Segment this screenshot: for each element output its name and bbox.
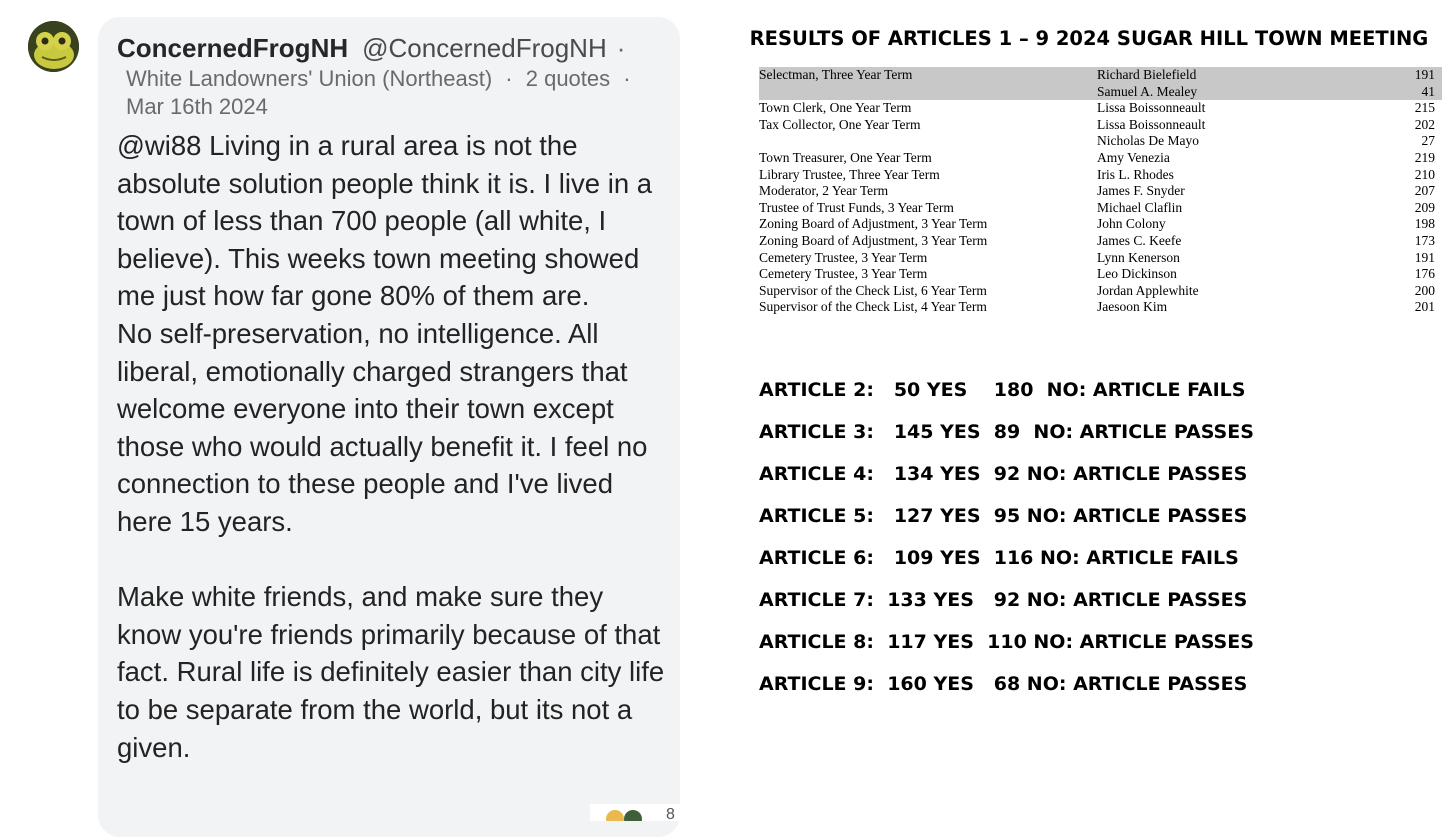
results-votes: 200 [1414, 282, 1435, 298]
results-votes: 219 [1414, 149, 1435, 165]
avatar[interactable] [28, 21, 79, 72]
results-office: Town Treasurer, One Year Term [759, 149, 932, 165]
meta-separator: · [505, 66, 513, 91]
results-office: Tax Collector, One Year Term [759, 116, 921, 132]
post-header [117, 31, 667, 121]
results-candidate: Lissa Boissonneault [1097, 116, 1206, 132]
results-office: Town Clerk, One Year Term [759, 100, 912, 116]
results-candidate: James C. Keefe [1097, 232, 1182, 248]
results-office: Cemetery Trustee, 3 Year Term [759, 249, 928, 265]
results-office: Trustee of Trust Funds, 3 Year Term [759, 199, 954, 215]
post-paragraph: No self-preservation, no intelligence. All liberal, emotionally charged strangers that welcome everyone into their town except those who would actually benefit it. I feel no connection to these people and I've lived here 15 years. [117, 317, 648, 537]
article-result-row: ARTICLE 4: 134 YES 92 NO: ARTICLE PASSES [759, 463, 1248, 485]
results-row [759, 150, 1442, 167]
results-row [759, 100, 1442, 117]
quotes-count[interactable]: 2 quotes [525, 66, 611, 91]
results-candidate: Lynn Kenerson [1097, 249, 1180, 265]
results-candidate: James F. Snyder [1097, 183, 1185, 199]
post-paragraph: @wi88 Living in a rural area is not the absolute solution people think it is. I live in a town of less than 700 people (all white, I believe). This weeks town meeting showed me just how far gone 80% of them are. [117, 130, 653, 312]
results-votes: 215 [1414, 100, 1435, 116]
results-row [759, 84, 1442, 101]
header-separator: · [616, 33, 626, 63]
results-votes: 207 [1414, 183, 1435, 199]
results-votes: 209 [1414, 199, 1435, 215]
article-result-row: ARTICLE 3: 145 YES 89 NO: ARTICLE PASSES [759, 421, 1254, 443]
results-votes: 202 [1414, 116, 1435, 132]
results-votes: 27 [1421, 133, 1435, 149]
results-votes: 191 [1414, 67, 1435, 82]
results-office: Zoning Board of Adjustment, 3 Year Term [759, 216, 988, 232]
results-row [759, 167, 1442, 184]
results-candidate: Lissa Boissonneault [1097, 100, 1206, 116]
results-votes: 201 [1414, 299, 1435, 315]
results-office: Moderator, 2 Year Term [759, 183, 889, 199]
reaction-bar[interactable] [590, 804, 680, 821]
results-candidate: Leo Dickinson [1097, 266, 1177, 282]
results-candidate: Nicholas De Mayo [1097, 133, 1199, 149]
results-row [759, 183, 1442, 200]
results-candidate: Amy Venezia [1097, 149, 1170, 165]
results-office: Supervisor of the Check List, 4 Year Term [759, 299, 987, 315]
results-candidate: Richard Bielefield [1097, 67, 1197, 82]
results-votes: 173 [1414, 232, 1435, 248]
results-office: Supervisor of the Check List, 6 Year Term [759, 282, 987, 298]
post-body [117, 127, 667, 766]
results-row [759, 216, 1442, 233]
document-title: RESULTS OF ARTICLES 1 – 9 2024 SUGAR HILL TOWN MEETING [749, 27, 1429, 50]
frog-avatar-icon [28, 21, 79, 72]
results-candidate: Iris L. Rhodes [1097, 166, 1174, 182]
article-result-row: ARTICLE 5: 127 YES 95 NO: ARTICLE PASSES [759, 505, 1248, 527]
author-display-name[interactable]: ConcernedFrogNH [117, 33, 349, 63]
reaction-count: 8 [666, 806, 675, 821]
results-candidate: Michael Claflin [1097, 199, 1183, 215]
article-result-row: ARTICLE 7: 133 YES 92 NO: ARTICLE PASSES [759, 589, 1248, 611]
election-results-table [759, 67, 1442, 316]
article-results [759, 376, 1254, 712]
post-paragraph: Make white friends, and make sure they know you're friends primarily because of that fact. Rural life is definitely easier than city life to be separate from the world, but its not a given. [117, 581, 665, 763]
results-candidate: John Colony [1097, 216, 1166, 232]
results-row [759, 299, 1442, 316]
results-row [759, 67, 1442, 84]
results-office: Selectman, Three Year Term [759, 67, 913, 82]
article-result-row: ARTICLE 2: 50 YES 180 NO: ARTICLE FAILS [759, 379, 1246, 401]
results-row [759, 266, 1442, 283]
post-card [98, 17, 680, 837]
results-votes: 198 [1414, 216, 1435, 232]
results-candidate: Samuel A. Mealey [1097, 83, 1198, 99]
meta-separator: · [623, 66, 631, 91]
results-row [759, 200, 1442, 217]
results-row [759, 233, 1442, 250]
results-office: Library Trustee, Three Year Term [759, 166, 940, 182]
emoji-reaction-icon [624, 810, 642, 821]
group-name[interactable]: White Landowners' Union (Northeast) [126, 66, 493, 91]
results-votes: 210 [1414, 166, 1435, 182]
results-candidate: Jordan Applewhite [1097, 282, 1199, 298]
results-row [759, 250, 1442, 267]
results-office: Cemetery Trustee, 3 Year Term [759, 266, 928, 282]
thumbs-up-reaction-icon [606, 810, 624, 821]
results-candidate: Jaesoon Kim [1097, 299, 1168, 315]
results-row [759, 117, 1442, 134]
results-votes: 191 [1414, 249, 1435, 265]
results-row [759, 283, 1442, 300]
results-row [759, 133, 1442, 150]
article-result-row: ARTICLE 8: 117 YES 110 NO: ARTICLE PASSES [759, 631, 1254, 653]
author-handle[interactable]: @ConcernedFrogNH [362, 33, 607, 63]
article-result-row: ARTICLE 9: 160 YES 68 NO: ARTICLE PASSES [759, 673, 1248, 695]
article-result-row: ARTICLE 6: 109 YES 116 NO: ARTICLE FAILS [759, 547, 1239, 569]
results-votes: 41 [1421, 83, 1435, 99]
post-date[interactable]: Mar 16th 2024 [126, 94, 268, 119]
results-votes: 176 [1414, 266, 1435, 282]
results-office: Zoning Board of Adjustment, 3 Year Term [759, 232, 988, 248]
